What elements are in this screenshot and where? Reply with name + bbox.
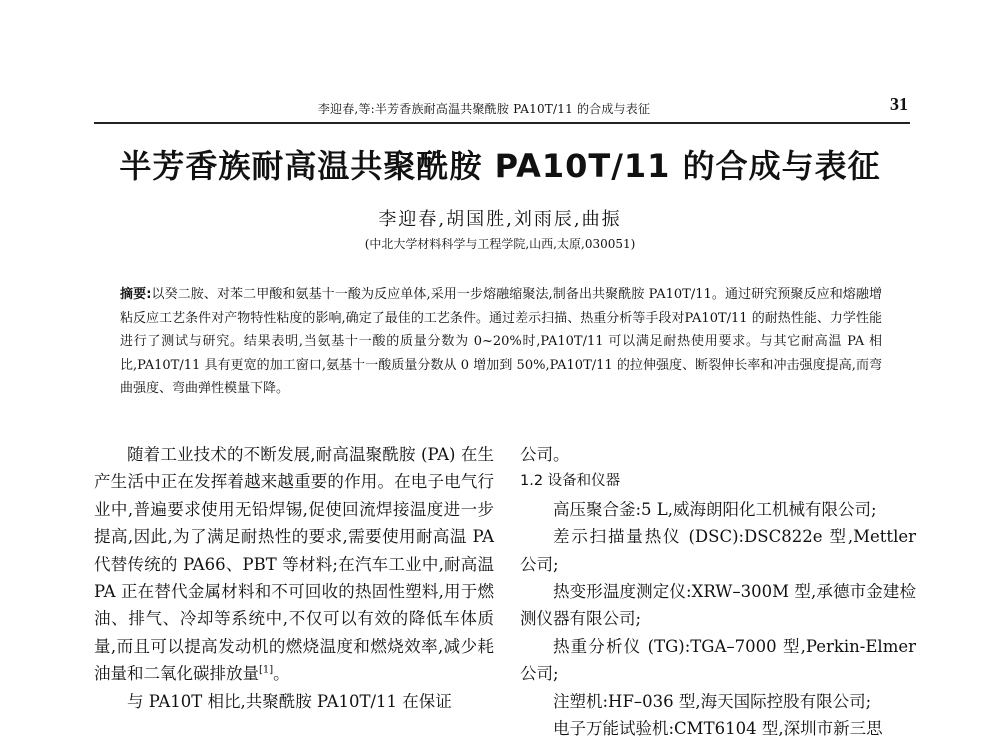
- page-number: 31: [890, 94, 908, 114]
- equipment-item: 热变形温度测定仪:XRW–300M 型,承德市金建检测仪器有限公司;: [520, 582, 916, 629]
- equipment-item: 电子万能试验机:CMT6104 型,深圳市新三思: [553, 719, 883, 739]
- equipment-item: 高压聚合釜:5 L,威海朗阳化工机械有限公司;: [553, 499, 877, 519]
- body-column-right: [520, 441, 916, 742]
- abstract: [120, 283, 882, 401]
- body-column-left: [94, 441, 494, 715]
- running-header: [94, 96, 910, 124]
- abstract-text: 以癸二胺、对苯二甲酸和氨基十一酸为反应单体,采用一步熔融缩聚法,制备出共聚酰胺 PA10T/11。通过研究预聚反应和熔融增粘反应工艺条件对产物特性粘度的影响,确定了最佳的工艺条件。通过差示扫描、热重分析等手段对PA10T/11 的耐热性能、力学性能进行了测试与研究。结果表明,当氨基十一酸的质量分数为 0~20%时,PA10T/11 可以满足耐热使用要求。与其它耐高温 PA 相比,PA10T/11 具有更宽的加工窗口,氨基十一酸质量分数从 0 增加到 50%,PA10T/11 的拉伸强度、断裂伸长率和冲击强度提高,而弯曲强度、弯曲弹性模量下降。: [120, 287, 882, 396]
- intro-paragraph: [94, 441, 494, 688]
- next-paragraph-start: 与 PA10T 相比,共聚酰胺 PA10T/11 在保证: [127, 691, 452, 711]
- paper-title: 半芳香族耐高温共聚酰胺 PA10T/11 的合成与表征: [119, 147, 881, 185]
- section-heading-equipment: 1.2 设备和仪器: [520, 473, 621, 490]
- equipment-item: 热重分析仪 (TG):TGA–7000 型,Perkin-Elmer 公司;: [520, 636, 916, 684]
- intro-paragraph-end: 。: [273, 664, 290, 684]
- continued-text: 公司。: [520, 445, 570, 464]
- author-list: 李迎春,胡国胜,刘雨辰,曲振: [378, 209, 622, 230]
- citation-ref: [1]: [259, 664, 274, 676]
- abstract-label: 摘要:: [120, 287, 152, 302]
- equipment-item: 差示扫描量热仪 (DSC):DSC822e 型,Mettler 公司;: [520, 527, 916, 574]
- running-title: 李迎春,等:半芳香族耐高温共聚酰胺 PA10T/11 的合成与表征: [317, 102, 651, 116]
- intro-paragraph-text: 随着工业技术的不断发展,耐高温聚酰胺 (PA) 在生产生活中正在发挥着越来越重要的作用。在电子电气行业中,普遍要求使用无铅焊锡,促使回流焊接温度进一步提高,因此,为了满足耐热性的要求,需要使用耐高温 PA 代替传统的 PA66、PBT 等材料;在汽车工业中,耐高温 PA 正在替代金属材料和不可回收的热固性塑料,用于燃油、排气、冷却等系统中,不仅可以有效的降低车体质量,而且可以提高发动机的燃烧温度和燃烧效率,减少耗油量和二氧化碳排放量: [94, 445, 494, 684]
- equipment-item: 注塑机:HF–036 型,海天国际控股有限公司;: [553, 691, 872, 711]
- affiliation: (中北大学材料科学与工程学院,山西,太原,030051): [364, 237, 636, 251]
